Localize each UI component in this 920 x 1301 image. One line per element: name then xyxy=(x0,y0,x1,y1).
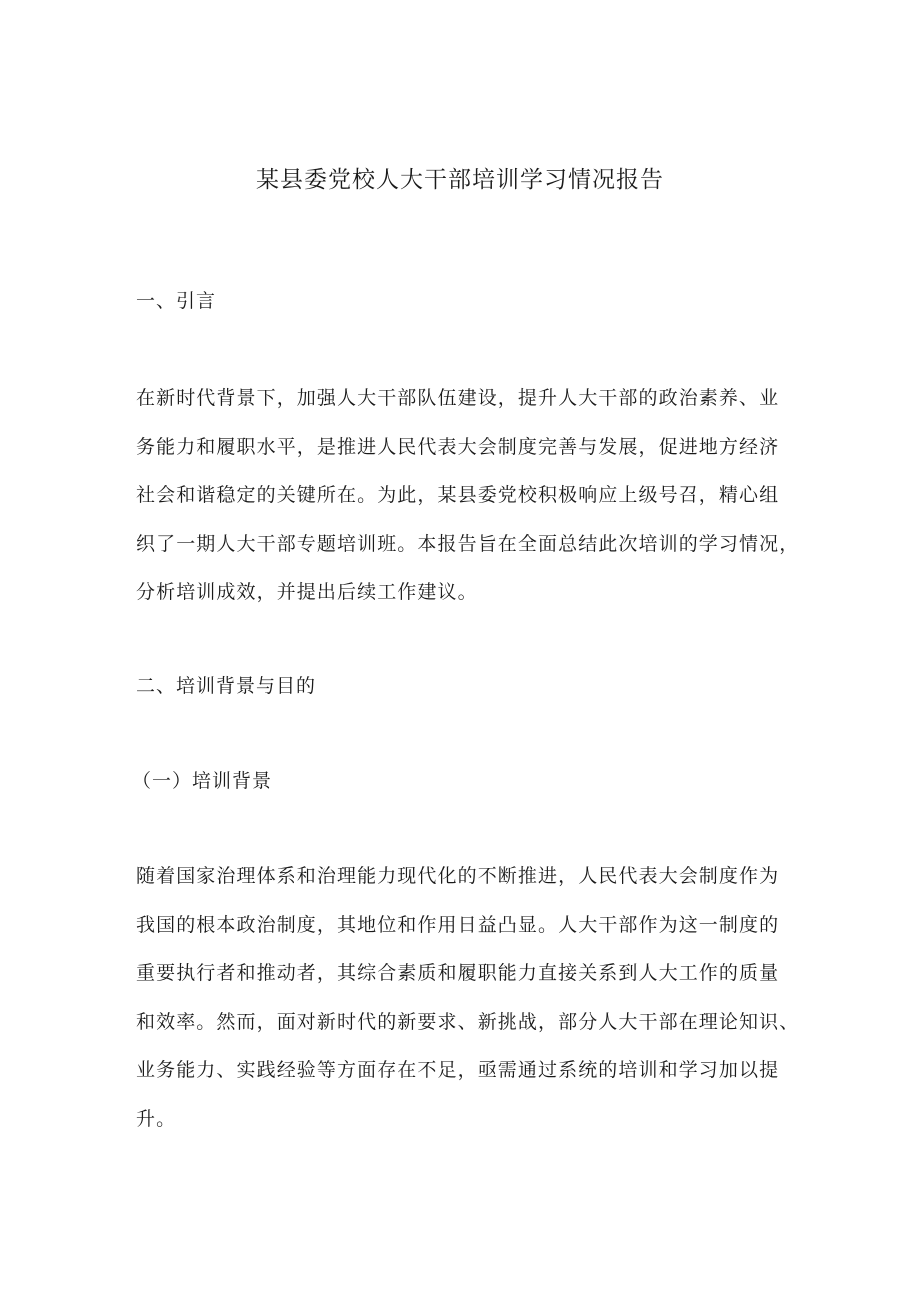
paragraph-line: 我国的根本政治制度，其地位和作用日益凸显。人大干部作为这一制度的 xyxy=(136,913,780,936)
introduction-paragraph xyxy=(136,374,800,617)
paragraph-line: 随着国家治理体系和治理能力现代化的不断推进，人民代表大会制度作为 xyxy=(136,865,780,887)
section-heading-introduction: 一、引言 xyxy=(136,290,217,312)
paragraph-line: 升。 xyxy=(136,1107,177,1130)
paragraph-line: 重要执行者和推动者，其综合素质和履职能力直接关系到人大工作的质量 xyxy=(136,962,780,985)
paragraph-line: 在新时代背景下，加强人大干部队伍建设，提升人大干部的政治素养、业 xyxy=(136,387,780,409)
paragraph-line: 务能力和履职水平，是推进人民代表大会制度完善与发展，促进地方经济 xyxy=(136,435,780,458)
subsection-heading-background: （一）培训背景 xyxy=(132,770,273,792)
paragraph-line: 社会和谐稳定的关键所在。为此，某县委党校积极响应上级号召，精心组 xyxy=(136,484,780,507)
paragraph-line: 织了一期人大干部专题培训班。本报告旨在全面总结此次培训的学习情况， xyxy=(136,532,800,555)
section-heading-background-purpose: 二、培训背景与目的 xyxy=(136,675,317,697)
paragraph-line: 和效率。然而，面对新时代的新要求、新挑战，部分人大干部在理论知识、 xyxy=(136,1010,800,1033)
paragraph-line: 业务能力、实践经验等方面存在不足，亟需通过系统的培训和学习加以提 xyxy=(136,1059,780,1082)
background-paragraph xyxy=(136,852,800,1144)
paragraph-line: 分析培训成效，并提出后续工作建议。 xyxy=(136,581,478,604)
document-title: 某县委党校人大干部培训学习情况报告 xyxy=(256,167,664,193)
